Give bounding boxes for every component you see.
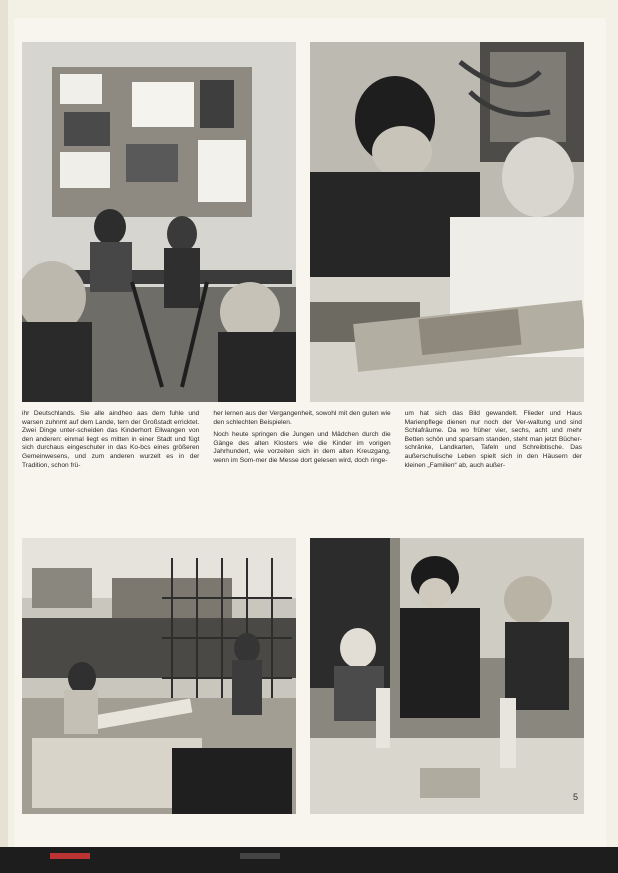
- text-column-1: [22, 410, 199, 508]
- article-text: [22, 410, 582, 508]
- bottom-dark-band: [0, 847, 618, 873]
- paragraph: her lernen aus der Vergangenheit, sowohl mit den guten wie den schlechten Beispielen.: [213, 410, 391, 426]
- color-mark: [50, 853, 90, 859]
- page-number: 5: [572, 792, 578, 802]
- photo-bottom-left: [22, 538, 296, 814]
- page-spine-edge: [0, 0, 8, 873]
- magazine-page: [14, 18, 606, 848]
- paragraph: ihr Deutschlands. Sie alle aindheo aas dem fuhle und warsen zuhnmt auf dem Lande, tern der Großstadt erricktet. Zwei Dinge unter-scheiden das Kinderhort Ellwangen von den anderen: einmal liegt es mitten in einer Stadt und fügt sich durchaus eingeschuter in das Ko-bcs eines größeren Gemeinwesens, und zum anderen wurzelt es in der Tradition, schon frü-: [22, 410, 200, 469]
- teacher-child-photo: [310, 42, 584, 402]
- color-mark: [240, 853, 280, 859]
- text-column-3: [405, 410, 582, 508]
- paragraph: Noch heute springen die Jungen und Mädchen durch die Gänge des alten Klosters wie die Kinder im vorigen Jahrhundert, wie vorzeiten sich in dem alten Kreuzgang, wenn im Som-mer die Messe dort gelesen wird, doch ringe-: [213, 431, 391, 464]
- playground-photo: [22, 538, 296, 814]
- nun-children-photo: [310, 538, 584, 814]
- text-column-2: [213, 410, 390, 508]
- paragraph: um hat sich das Bild gewandelt. Flieder und Haus Marienpflege dienen nur noch der Ver-waltung und sind Schlafräume. Da wo früher vier, sechs, acht und mehr Betten schön und sparsam standen, steht man jetzt Bücher-schränke, Landkarten, Tafeln und Schreibtische. Das außerschulische Leben spielt sich in den Häusern der kleinen „Familien“ ab, auch außer-: [404, 410, 582, 469]
- photo-top-left: [22, 42, 296, 402]
- classroom-photo: [22, 42, 296, 402]
- photo-bottom-right: [310, 538, 584, 814]
- photo-top-right: [310, 42, 584, 402]
